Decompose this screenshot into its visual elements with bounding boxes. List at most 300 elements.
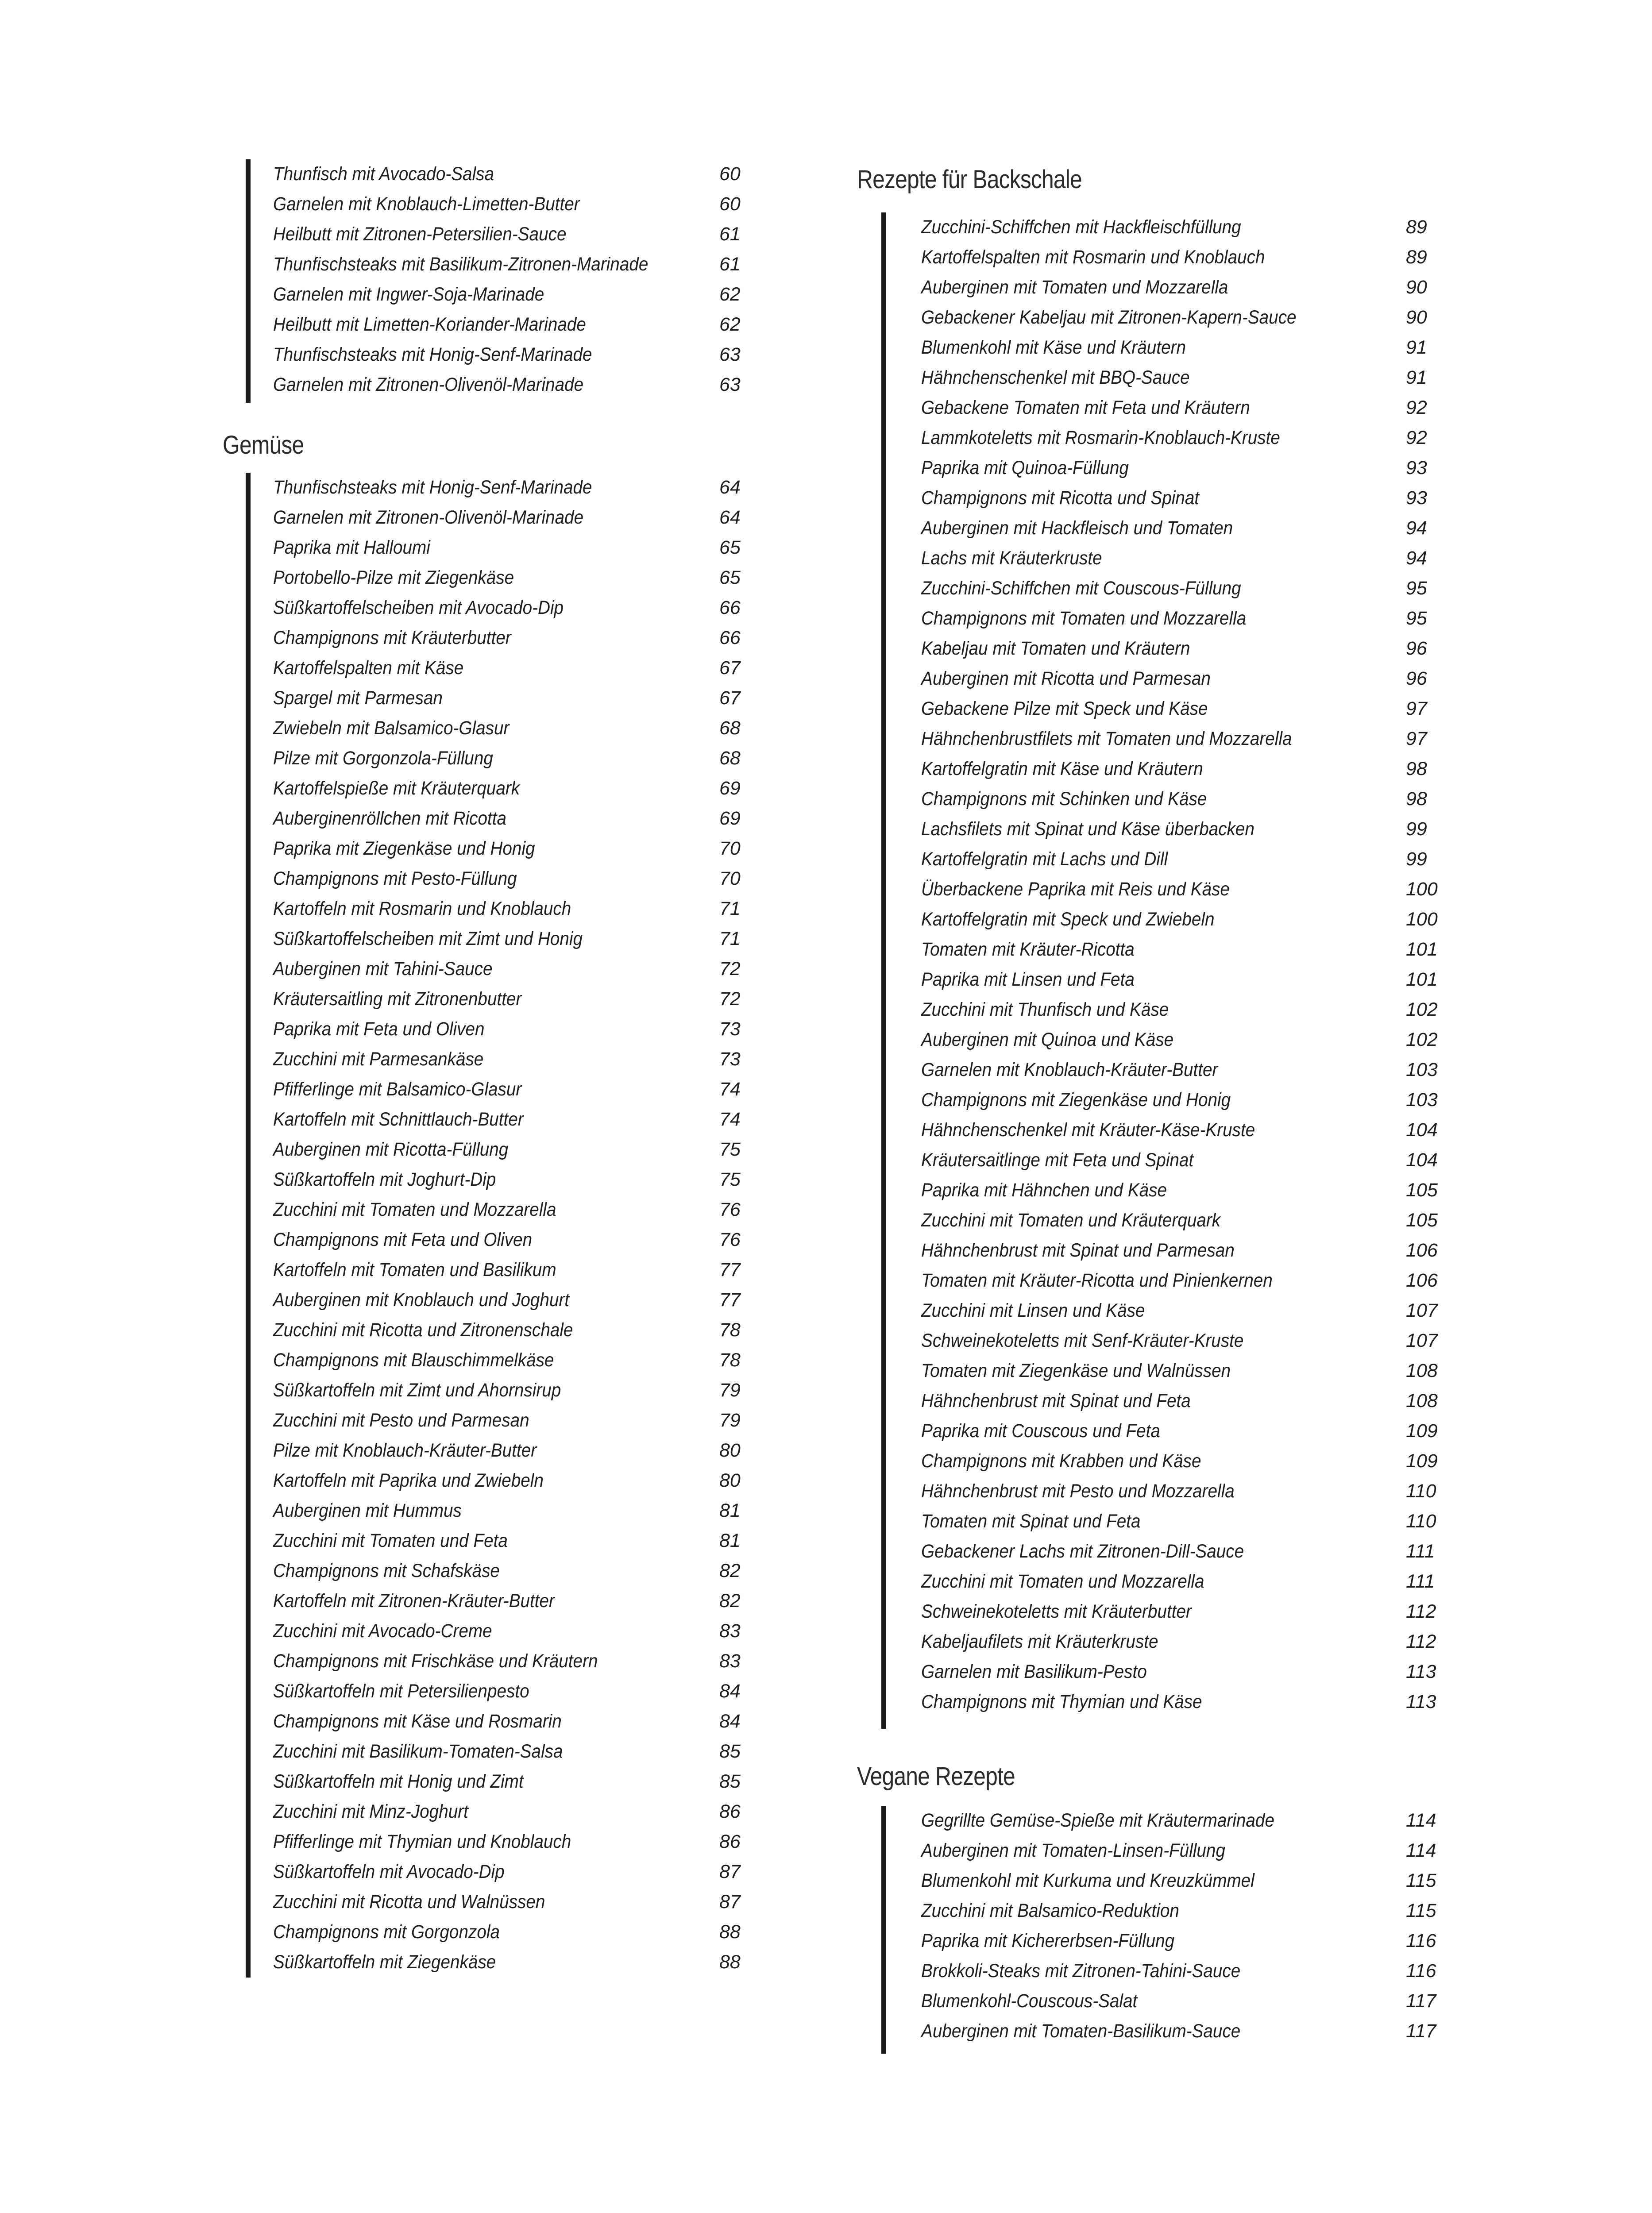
toc-entry-title: Überbackene Paprika mit Reis und Käse [921,879,1230,900]
toc-entry [881,1687,1457,1716]
toc-entry-title: Paprika mit Quinoa-Füllung [921,457,1129,478]
toc-entry-page: 101 [1406,939,1438,960]
toc-entry-page: 112 [1406,1631,1436,1652]
toc-entry-page: 85 [719,1771,741,1792]
toc-entry-page: 64 [719,507,741,528]
toc-entry-page: 104 [1406,1149,1438,1171]
toc-entry-page: 99 [1406,848,1427,870]
toc-entry [881,1806,1457,1835]
toc-entry-page: 84 [719,1711,741,1732]
toc-entry-page: 77 [719,1289,741,1311]
toc-entry [246,1646,759,1676]
toc-entry-page: 110 [1406,1511,1436,1532]
toc-entry-page: 116 [1406,1960,1436,1982]
toc-entry-title: Zucchini-Schiffchen mit Hackfleischfüllung [921,216,1241,238]
toc-entry-page: 108 [1406,1390,1438,1411]
toc-entry-title: Kartoffelgratin mit Speck und Zwiebeln [921,909,1215,930]
toc-entry-page: 84 [719,1681,741,1702]
toc-entry [881,1836,1457,1865]
toc-entry [246,1556,759,1585]
toc-entry-title: Lammkoteletts mit Rosmarin-Knoblauch-Kruste [921,427,1280,448]
toc-entry [246,984,759,1014]
toc-entry [246,834,759,863]
toc-entry-page: 116 [1406,1930,1436,1951]
toc-entry-title: Auberginen mit Knoblauch und Joghurt [273,1289,570,1311]
toc-entry-page: 70 [719,838,741,859]
toc-entry-page: 104 [1406,1119,1438,1141]
toc-entry-page: 63 [719,344,741,365]
toc-entry [881,1296,1457,1325]
toc-entry-title: Thunfischsteaks mit Honig-Senf-Marinade [273,477,592,498]
toc-entry-title: Zucchini mit Ricotta und Zitronenschale [273,1319,573,1341]
toc-entry-page: 95 [1406,578,1427,599]
toc-entry [246,683,759,713]
toc-entry-title: Champignons mit Feta und Oliven [273,1229,533,1250]
toc-entry [246,1045,759,1074]
toc-entry [246,1496,759,1525]
toc-entry [246,1014,759,1044]
toc-entry [881,634,1457,663]
toc-entry [881,1926,1457,1955]
toc-entry [881,1597,1457,1626]
toc-entry-title: Zucchini mit Ricotta und Walnüssen [273,1891,545,1912]
toc-entry [246,1947,759,1977]
toc-entry-title: Zucchini mit Tomaten und Mozzarella [921,1571,1204,1592]
toc-entry [246,250,759,279]
toc-entry [246,774,759,803]
toc-entry-page: 107 [1406,1330,1438,1351]
toc-entry-page: 75 [719,1139,741,1160]
toc-entry [246,159,759,189]
toc-entry-page: 107 [1406,1300,1438,1321]
toc-entry-page: 87 [719,1891,741,1912]
toc-entry [881,1657,1457,1686]
toc-entry [246,340,759,369]
toc-entry-page: 87 [719,1861,741,1882]
toc-entry-title: Schweinekoteletts mit Senf-Kräuter-Kruste [921,1330,1244,1351]
toc-entry-page: 66 [719,627,741,648]
toc-entry-page: 114 [1406,1840,1436,1861]
toc-entry [881,1115,1457,1145]
toc-entry-page: 73 [719,1018,741,1040]
toc-entry-title: Hähnchenschenkel mit BBQ-Sauce [921,367,1190,388]
toc-entry [246,1857,759,1886]
toc-entry-page: 82 [719,1590,741,1612]
toc-entry-page: 98 [1406,758,1427,779]
toc-entry-page: 117 [1406,1990,1436,2012]
toc-entry-page: 115 [1406,1870,1436,1891]
toc-entry [881,243,1457,272]
toc-entry-title: Süßkartoffeln mit Avocado-Dip [273,1861,505,1882]
toc-entry-page: 103 [1406,1059,1438,1080]
toc-entry-title: Zucchini mit Linsen und Käse [921,1300,1145,1321]
toc-entry-page: 95 [1406,608,1427,629]
toc-entry-title: Hähnchenbrust mit Pesto und Mozzarella [921,1480,1235,1502]
toc-entry-title: Paprika mit Halloumi [273,537,430,558]
toc-entry [881,1145,1457,1175]
toc-entry-page: 92 [1406,397,1427,418]
toc-entry-title: Champignons mit Schafskäse [273,1560,500,1581]
toc-entry-page: 83 [719,1620,741,1642]
toc-entry-title: Zucchini mit Basilikum-Tomaten-Salsa [273,1741,563,1762]
toc-entry-page: 105 [1406,1180,1438,1201]
toc-entry-title: Zucchini mit Tomaten und Mozzarella [273,1199,556,1220]
toc-entry-title: Auberginenröllchen mit Ricotta [273,808,507,829]
toc-entry [881,664,1457,693]
toc-entry-title: Süßkartoffelscheiben mit Zimt und Honig [273,928,583,949]
toc-entry-page: 108 [1406,1360,1438,1381]
toc-entry-title: Kartoffeln mit Paprika und Zwiebeln [273,1470,544,1491]
toc-entry-title: Süßkartoffelscheiben mit Avocado-Dip [273,597,564,618]
toc-entry-title: Auberginen mit Quinoa und Käse [921,1029,1174,1050]
section-title-gemuese: Gemüse [223,431,304,459]
toc-entry-title: Zucchini mit Minz-Joghurt [273,1801,468,1822]
toc-entry-page: 100 [1406,909,1438,930]
toc-entry [246,1616,759,1646]
toc-entry-title: Kartoffelgratin mit Käse und Kräutern [921,758,1203,779]
toc-entry-page: 65 [719,537,741,558]
toc-entry-title: Zucchini mit Thunfisch und Käse [921,999,1169,1020]
toc-entry [246,1285,759,1315]
toc-entry-title: Kartoffeln mit Zitronen-Kräuter-Butter [273,1590,555,1612]
toc-entry-page: 70 [719,868,741,889]
toc-entry [881,212,1457,242]
toc-entry-title: Kartoffeln mit Rosmarin und Knoblauch [273,898,571,919]
toc-entry [246,1406,759,1435]
toc-entry-page: 90 [1406,307,1427,328]
toc-entry [881,694,1457,723]
toc-entry-title: Pilze mit Gorgonzola-Füllung [273,748,493,769]
toc-entry-title: Paprika mit Ziegenkäse und Honig [273,838,535,859]
toc-entry-page: 109 [1406,1420,1438,1442]
toc-entry [246,1315,759,1345]
toc-entry-page: 86 [719,1801,741,1822]
toc-entry-title: Paprika mit Couscous und Feta [921,1420,1160,1442]
toc-entry-title: Auberginen mit Tomaten-Linsen-Füllung [921,1840,1225,1861]
toc-entry [881,935,1457,964]
toc-entry [881,1236,1457,1265]
toc-entry-page: 77 [719,1259,741,1280]
toc-entry-title: Portobello-Pilze mit Ziegenkäse [273,567,514,588]
toc-entry-title: Champignons mit Pesto-Füllung [273,868,517,889]
toc-entry [246,1917,759,1947]
toc-entry-title: Zucchini mit Balsamico-Reduktion [921,1900,1179,1921]
toc-entry-title: Zucchini mit Pesto und Parmesan [273,1410,529,1431]
toc-entry-title: Thunfischsteaks mit Honig-Senf-Marinade [273,344,592,365]
toc-entry-page: 71 [719,898,741,919]
toc-entry-title: Tomaten mit Spinat und Feta [921,1511,1141,1532]
toc-entry-page: 81 [719,1500,741,1521]
toc-entry [881,1896,1457,1925]
toc-entry-page: 72 [719,988,741,1010]
toc-entry [881,875,1457,904]
toc-block-vegan [881,1806,1457,2054]
toc-entry-page: 60 [719,163,741,185]
toc-entry [881,1986,1457,2016]
toc-entry [246,1075,759,1104]
toc-entry-title: Hähnchenbrust mit Spinat und Parmesan [921,1240,1235,1261]
toc-entry [881,1446,1457,1476]
toc-entry-page: 63 [719,374,741,395]
toc-entry-title: Kräutersaitlinge mit Feta und Spinat [921,1149,1194,1171]
toc-entry [881,1866,1457,1895]
toc-entry [881,363,1457,392]
toc-entry-title: Blumenkohl-Couscous-Salat [921,1990,1138,2012]
toc-entry [881,1326,1457,1355]
toc-entry-page: 67 [719,687,741,709]
toc-entry [881,1507,1457,1536]
toc-entry [881,2016,1457,2046]
toc-entry [881,814,1457,844]
toc-entry-title: Auberginen mit Hackfleisch und Tomaten [921,517,1233,539]
toc-entry [881,1266,1457,1295]
section-title-vegan: Vegane Rezepte [857,1762,1015,1791]
toc-entry-page: 89 [1406,247,1427,268]
toc-entry [881,1477,1457,1506]
toc-entry-page: 97 [1406,698,1427,719]
toc-entry-title: Lachsfilets mit Spinat und Käse überbacken [921,818,1254,840]
toc-entry-page: 81 [719,1530,741,1551]
toc-entry-title: Thunfischsteaks mit Basilikum-Zitronen-Marinade [273,254,648,275]
toc-entry [246,1797,759,1826]
toc-entry-page: 85 [719,1741,741,1762]
toc-entry-title: Auberginen mit Ricotta und Parmesan [921,668,1211,689]
toc-entry [881,754,1457,783]
toc-entry [881,303,1457,332]
toc-entry-page: 73 [719,1049,741,1070]
toc-entry [881,1055,1457,1084]
toc-entry-title: Kartoffelspalten mit Käse [273,657,464,679]
toc-entry-title: Süßkartoffeln mit Petersilienpesto [273,1681,529,1702]
toc-entry-page: 68 [719,717,741,739]
toc-entry-title: Champignons mit Thymian und Käse [921,1691,1202,1712]
toc-entry [246,1105,759,1134]
toc-entry [246,1195,759,1224]
toc-entry [246,1827,759,1856]
toc-entry-title: Hähnchenbrustfilets mit Tomaten und Mozzarella [921,728,1292,749]
toc-entry-page: 80 [719,1440,741,1461]
toc-entry-title: Champignons mit Blauschimmelkäse [273,1349,554,1371]
toc-entry-title: Garnelen mit Zitronen-Olivenöl-Marinade [273,374,584,395]
toc-entry-title: Pfifferlinge mit Thymian und Knoblauch [273,1831,571,1852]
toc-entry-page: 106 [1406,1240,1438,1261]
toc-entry [246,1767,759,1796]
toc-entry [246,1165,759,1194]
toc-entry [881,1176,1457,1205]
toc-entry-title: Heilbutt mit Zitronen-Petersilien-Sauce [273,224,567,245]
toc-entry [881,333,1457,362]
toc-entry-page: 79 [719,1380,741,1401]
toc-entry [246,804,759,833]
toc-entry [881,995,1457,1024]
toc-entry-title: Champignons mit Ziegenkäse und Honig [921,1089,1231,1110]
toc-entry-page: 75 [719,1169,741,1190]
toc-entry [246,503,759,532]
toc-entry-page: 102 [1406,999,1438,1020]
toc-entry-title: Garnelen mit Zitronen-Olivenöl-Marinade [273,507,584,528]
toc-entry [246,1737,759,1766]
toc-block-gemuese [246,473,759,1978]
toc-entry [881,544,1457,573]
toc-entry-page: 115 [1406,1900,1436,1921]
toc-entry-title: Garnelen mit Knoblauch-Limetten-Butter [273,193,580,215]
toc-entry-page: 68 [719,748,741,769]
toc-entry-title: Brokkoli-Steaks mit Zitronen-Tahini-Sauce [921,1960,1241,1982]
toc-entry-page: 96 [1406,638,1427,659]
toc-entry [246,280,759,309]
toc-entry [246,1677,759,1706]
toc-entry-title: Kartoffelspieße mit Kräuterquark [273,778,520,799]
toc-entry-page: 76 [719,1229,741,1250]
toc-entry-title: Kabeljaufilets mit Kräuterkruste [921,1631,1158,1652]
toc-entry-title: Champignons mit Tomaten und Mozzarella [921,608,1247,629]
toc-entry-title: Gebackener Lachs mit Zitronen-Dill-Sauce [921,1541,1244,1562]
toc-entry [246,1376,759,1405]
toc-entry-title: Auberginen mit Ricotta-Füllung [273,1139,509,1160]
toc-block-fish [246,159,759,403]
toc-entry-title: Kartoffeln mit Tomaten und Basilikum [273,1259,556,1280]
toc-entry-title: Blumenkohl mit Käse und Kräutern [921,337,1186,358]
toc-entry-page: 100 [1406,879,1438,900]
toc-entry-title: Champignons mit Gorgonzola [273,1921,500,1943]
toc-entry-title: Paprika mit Kichererbsen-Füllung [921,1930,1175,1951]
toc-entry [881,724,1457,753]
toc-entry-page: 106 [1406,1270,1438,1291]
toc-entry [246,1707,759,1736]
toc-entry [881,1537,1457,1566]
toc-entry-page: 71 [719,928,741,949]
toc-entry [246,1135,759,1164]
toc-entry-page: 82 [719,1560,741,1581]
toc-entry-page: 91 [1406,367,1427,388]
toc-entry-page: 69 [719,808,741,829]
toc-entry [881,604,1457,633]
toc-entry-page: 111 [1406,1541,1435,1562]
toc-entry [246,533,759,562]
toc-entry-page: 78 [719,1349,741,1371]
toc-entry-title: Blumenkohl mit Kurkuma und Kreuzkümmel [921,1870,1254,1891]
toc-entry [246,894,759,923]
toc-entry [246,310,759,339]
toc-entry-title: Auberginen mit Tahini-Sauce [273,958,493,979]
toc-entry-page: 109 [1406,1450,1438,1472]
toc-entry-title: Süßkartoffeln mit Joghurt-Dip [273,1169,496,1190]
toc-entry-page: 61 [719,224,741,245]
toc-entry-page: 94 [1406,517,1427,539]
toc-entry [881,784,1457,813]
toc-entry [881,1627,1457,1656]
toc-entry-page: 113 [1406,1661,1436,1682]
toc-entry-page: 90 [1406,277,1427,298]
toc-entry-page: 74 [719,1109,741,1130]
toc-entry [246,370,759,399]
toc-entry-title: Süßkartoffeln mit Ziegenkäse [273,1951,496,1973]
toc-entry-page: 76 [719,1199,741,1220]
toc-entry-title: Süßkartoffeln mit Zimt und Ahornsirup [273,1380,561,1401]
toc-entry-page: 117 [1406,2020,1436,2042]
toc-entry [881,1386,1457,1415]
toc-entry-title: Spargel mit Parmesan [273,687,443,709]
toc-entry [881,844,1457,874]
toc-entry-page: 61 [719,254,741,275]
toc-entry-page: 94 [1406,547,1427,569]
toc-entry [881,905,1457,934]
toc-entry-page: 62 [719,284,741,305]
toc-block-backschale [881,212,1457,1729]
toc-entry-title: Zucchini mit Parmesankäse [273,1049,484,1070]
toc-entry-title: Auberginen mit Tomaten und Mozzarella [921,277,1228,298]
toc-entry-page: 88 [719,1951,741,1973]
toc-entry-page: 62 [719,314,741,335]
toc-entry-title: Garnelen mit Ingwer-Soja-Marinade [273,284,544,305]
toc-entry-title: Paprika mit Feta und Oliven [273,1018,485,1040]
toc-entry [881,965,1457,994]
toc-entry-title: Zucchini mit Avocado-Creme [273,1620,492,1642]
toc-entry-title: Kartoffelspalten mit Rosmarin und Knoblauch [921,247,1265,268]
toc-entry [881,574,1457,603]
toc-entry-page: 83 [719,1650,741,1672]
toc-entry-page: 65 [719,567,741,588]
toc-entry-page: 105 [1406,1210,1438,1231]
toc-entry-title: Kartoffeln mit Schnittlauch-Butter [273,1109,524,1130]
toc-entry-page: 101 [1406,969,1438,990]
toc-entry [246,1887,759,1916]
toc-entry-title: Kabeljau mit Tomaten und Kräutern [921,638,1190,659]
toc-entry-page: 93 [1406,457,1427,478]
toc-entry-page: 79 [719,1410,741,1431]
toc-entry-title: Garnelen mit Basilikum-Pesto [921,1661,1147,1682]
toc-entry-page: 89 [1406,216,1427,238]
toc-entry-title: Hähnchenschenkel mit Kräuter-Käse-Kruste [921,1119,1255,1141]
toc-entry-title: Hähnchenbrust mit Spinat und Feta [921,1390,1191,1411]
toc-entry [881,1956,1457,1986]
toc-entry-page: 99 [1406,818,1427,840]
toc-entry [246,189,759,219]
toc-entry-title: Champignons mit Kräuterbutter [273,627,511,648]
toc-entry [246,623,759,652]
toc-entry [881,1206,1457,1235]
toc-entry [246,1225,759,1254]
toc-entry-page: 112 [1406,1601,1436,1622]
toc-entry-title: Champignons mit Krabben und Käse [921,1450,1201,1472]
toc-entry-title: Gebackene Pilze mit Speck und Käse [921,698,1208,719]
toc-entry-page: 72 [719,958,741,979]
toc-entry-page: 60 [719,193,741,215]
toc-entry-title: Kräutersaitling mit Zitronenbutter [273,988,522,1010]
toc-entry-title: Auberginen mit Tomaten-Basilikum-Sauce [921,2020,1241,2042]
toc-entry-title: Zucchini-Schiffchen mit Couscous-Füllung [921,578,1241,599]
toc-entry-title: Süßkartoffeln mit Honig und Zimt [273,1771,524,1792]
toc-entry-title: Garnelen mit Knoblauch-Kräuter-Butter [921,1059,1218,1080]
toc-entry-title: Heilbutt mit Limetten-Koriander-Marinade [273,314,586,335]
toc-entry-title: Pfifferlinge mit Balsamico-Glasur [273,1079,522,1100]
toc-entry [246,220,759,249]
toc-entry-page: 93 [1406,487,1427,509]
toc-entry-title: Auberginen mit Hummus [273,1500,462,1521]
toc-entry [246,1586,759,1615]
toc-entry-page: 102 [1406,1029,1438,1050]
toc-entry-title: Paprika mit Hähnchen und Käse [921,1180,1167,1201]
toc-entry [881,1025,1457,1054]
toc-entry-page: 66 [719,597,741,618]
toc-entry [881,483,1457,513]
toc-entry [881,1085,1457,1114]
toc-entry [246,713,759,743]
toc-entry-page: 86 [719,1831,741,1852]
toc-entry-page: 103 [1406,1089,1438,1110]
toc-entry-title: Tomaten mit Kräuter-Ricotta [921,939,1135,960]
toc-entry [246,593,759,622]
